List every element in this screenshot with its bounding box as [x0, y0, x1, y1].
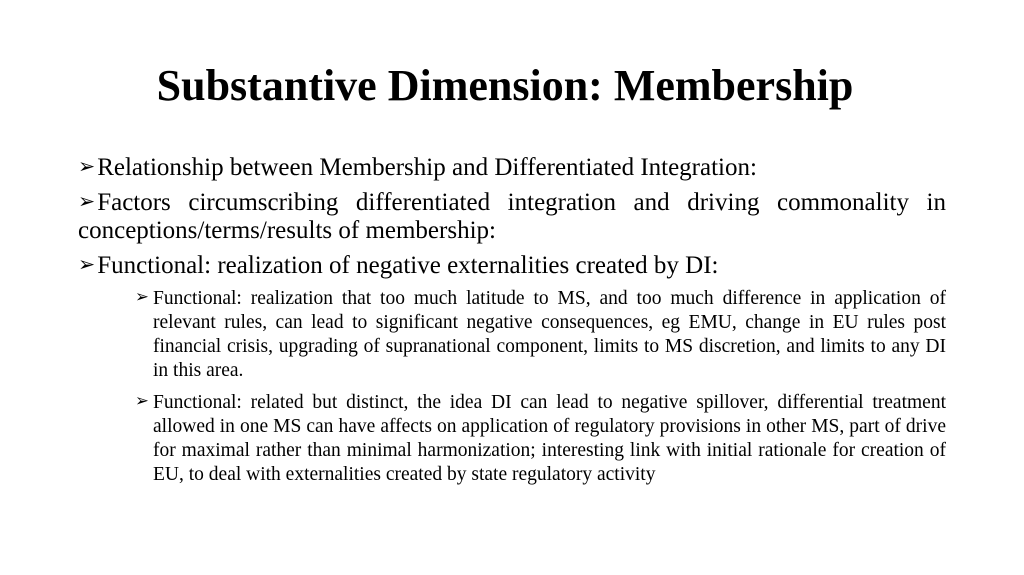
- sub-bullet-item: [135, 287, 946, 383]
- bullet-item: [78, 189, 946, 245]
- arrow-bullet-icon: ➢: [135, 287, 149, 307]
- sub-bullet-text: Functional: realization that too much latitude to MS, and too much difference in application of relevant rules, can lead to significant negative consequences, eg EMU, change in EU rules post financial crisis, upgrading of supranational component, limits to MS discretion, and limits to any DI in this area.: [153, 288, 946, 381]
- bullet-text: Factors circumscribing differentiated integration and driving commonality in conceptions/terms/results of membership:: [78, 189, 946, 244]
- arrow-bullet-icon: ➢: [135, 391, 149, 411]
- bullet-text: Functional: realization of negative externalities created by DI:: [97, 252, 719, 279]
- sub-bullet-item: [135, 391, 946, 487]
- slide-body: [78, 154, 946, 495]
- bullet-item: [78, 154, 946, 182]
- arrow-bullet-icon: ➢: [78, 188, 96, 213]
- slide-title: Substantive Dimension: Membership: [156, 61, 854, 110]
- arrow-bullet-icon: ➢: [78, 251, 96, 276]
- sub-bullet-text: Functional: related but distinct, the idea DI can lead to negative spillover, differential treatment allowed in one MS can have affects on application of regulatory provisions in other MS, part of drive for maximal rather than minimal harmonization; interesting link with initial rationale for creation of EU, to deal with externalities created by state regulatory activity: [153, 392, 946, 485]
- bullet-text: Relationship between Membership and Differentiated Integration:: [97, 154, 757, 181]
- bullet-item: [78, 252, 946, 280]
- arrow-bullet-icon: ➢: [78, 153, 96, 178]
